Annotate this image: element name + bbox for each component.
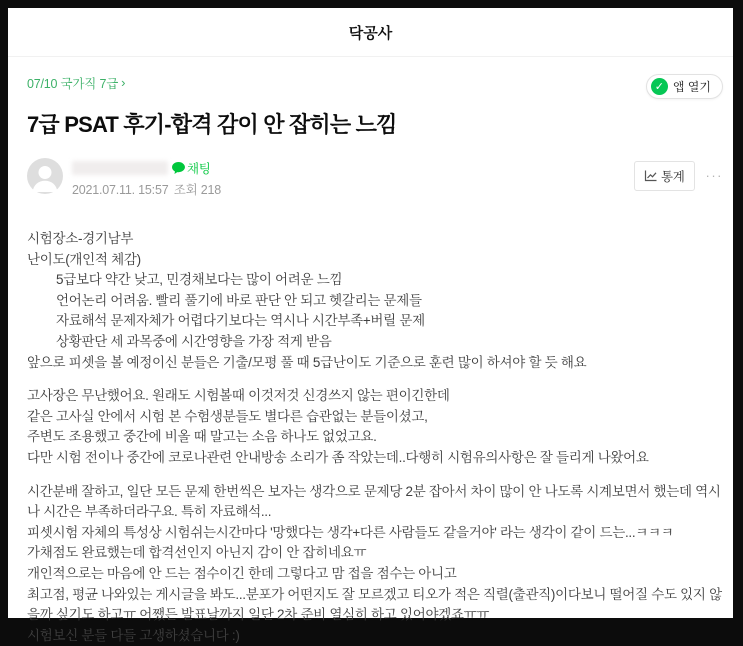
- body-line: 자료해석 문제자체가 어렵다기보다는 역시나 시간부족+버릴 문제: [56, 313, 425, 329]
- category-row: [27, 74, 723, 99]
- avatar[interactable]: [27, 158, 63, 194]
- body-line: 가채점도 완료했는데 합격선인지 아닌지 감이 안 잡히네요ㅠ: [27, 545, 367, 561]
- post-meta: [72, 180, 223, 198]
- cafe-post-page: [8, 8, 733, 643]
- open-app-button[interactable]: [646, 74, 723, 99]
- post-views: 조회 218: [173, 183, 222, 197]
- body-line: 난이도(개인적 체감): [27, 251, 141, 267]
- post-category-link[interactable]: [27, 74, 125, 92]
- author-info: [72, 158, 223, 198]
- body-line: 언어논리 어려움. 빨리 풀기에 바로 판단 안 되고 헷갈리는 문제들: [56, 292, 422, 308]
- chat-button[interactable]: [172, 159, 211, 177]
- body-line: 시간분배 잘하고, 일단 모든 문제 한번씩은 보자는 생각으로 문제당 2분 잡아서 차이 많이 안 나도록 시계보면서 했는데 역시나 시간은 부족하더라구요. 특히 자료해석...: [27, 483, 721, 520]
- body-line: 5급보다 약간 낮고, 민경채보다는 많이 어려운 느낌: [56, 272, 343, 288]
- post-body: [27, 229, 723, 646]
- open-app-label: 앱 열기: [672, 80, 711, 94]
- post-actions: [634, 158, 723, 191]
- body-line: 개인적으로는 마음에 안 드는 점수이긴 한데 그렇다고 맘 접을 점수는 아니고: [27, 565, 457, 581]
- post-category-label: 07/10 국가직 7급: [27, 77, 119, 91]
- body-line: 앞으로 피셋을 볼 예정이신 분들은 기출/모평 풀 때 5급난이도 기준으로 훈련 많이 하셔야 할 듯 해요: [27, 354, 587, 370]
- post-title: 7급 PSAT 후기-합격 감이 안 잡히는 느낌: [27, 112, 397, 137]
- chat-label: 채팅: [187, 161, 211, 176]
- body-line: 시험보신 분들 다들 고생하셨습니다 :): [27, 627, 240, 643]
- body-line: 피셋시험 자체의 특성상 시험쉬는시간마다 '망했다는 생각+다른 사람들도 같을거야' 라는 생각이 같이 드는...ㅋㅋㅋ: [27, 524, 674, 540]
- check-circle-icon: ✓: [651, 78, 668, 95]
- body-line: 다만 시험 전이나 중간에 코로나관련 안내방송 소리가 좀 작았는데..다행히 시험유의사항은 잘 들리게 나왔어요: [27, 449, 649, 465]
- stats-label: 통계: [660, 170, 685, 184]
- stats-button[interactable]: [634, 161, 695, 191]
- author-block: [27, 158, 223, 198]
- body-line: 시험장소-경기남부: [27, 231, 134, 246]
- body-line: 최고점, 평균 나와있는 게시글을 봐도...분포가 어떤지도 잘 모르겠고 티오가 적은 직렬(출관직)이다보니 떨어질 수도 있지 않을까 싶기도 하고ㅠ 어쨌든 발표날까지 일단 2차 준비 열심히 하고 있어야겠죠ㅠㅠ: [27, 586, 722, 623]
- post-date: 2021.07.11. 15:57: [72, 183, 169, 197]
- author-name-row: [72, 159, 223, 176]
- line-chart-icon: [644, 170, 657, 182]
- body-line: 같은 고사실 안에서 시험 본 수험생분들도 별다른 습관없는 분들이셨고,: [27, 408, 428, 424]
- app-header: [8, 8, 733, 57]
- body-line: 주변도 조용했고 중간에 비올 때 말고는 소음 하나도 없었고요.: [27, 429, 377, 445]
- app-title: 닥공사: [348, 24, 393, 42]
- author-name-redacted: [72, 161, 168, 175]
- person-icon: [27, 158, 63, 194]
- chat-bubble-icon: [172, 162, 185, 174]
- body-line: 고사장은 무난했어요. 원래도 시험볼때 이것저것 신경쓰지 않는 편이긴한데: [27, 388, 450, 404]
- more-options-button[interactable]: ···: [705, 168, 723, 183]
- post-content-area: [8, 57, 733, 646]
- body-blank-line: [27, 469, 723, 482]
- chevron-right-icon: ›: [121, 75, 126, 90]
- author-row: [27, 158, 723, 198]
- body-blank-line: [27, 373, 723, 386]
- body-line: 상황판단 세 과목중에 시간영향을 가장 적게 받음: [56, 333, 332, 349]
